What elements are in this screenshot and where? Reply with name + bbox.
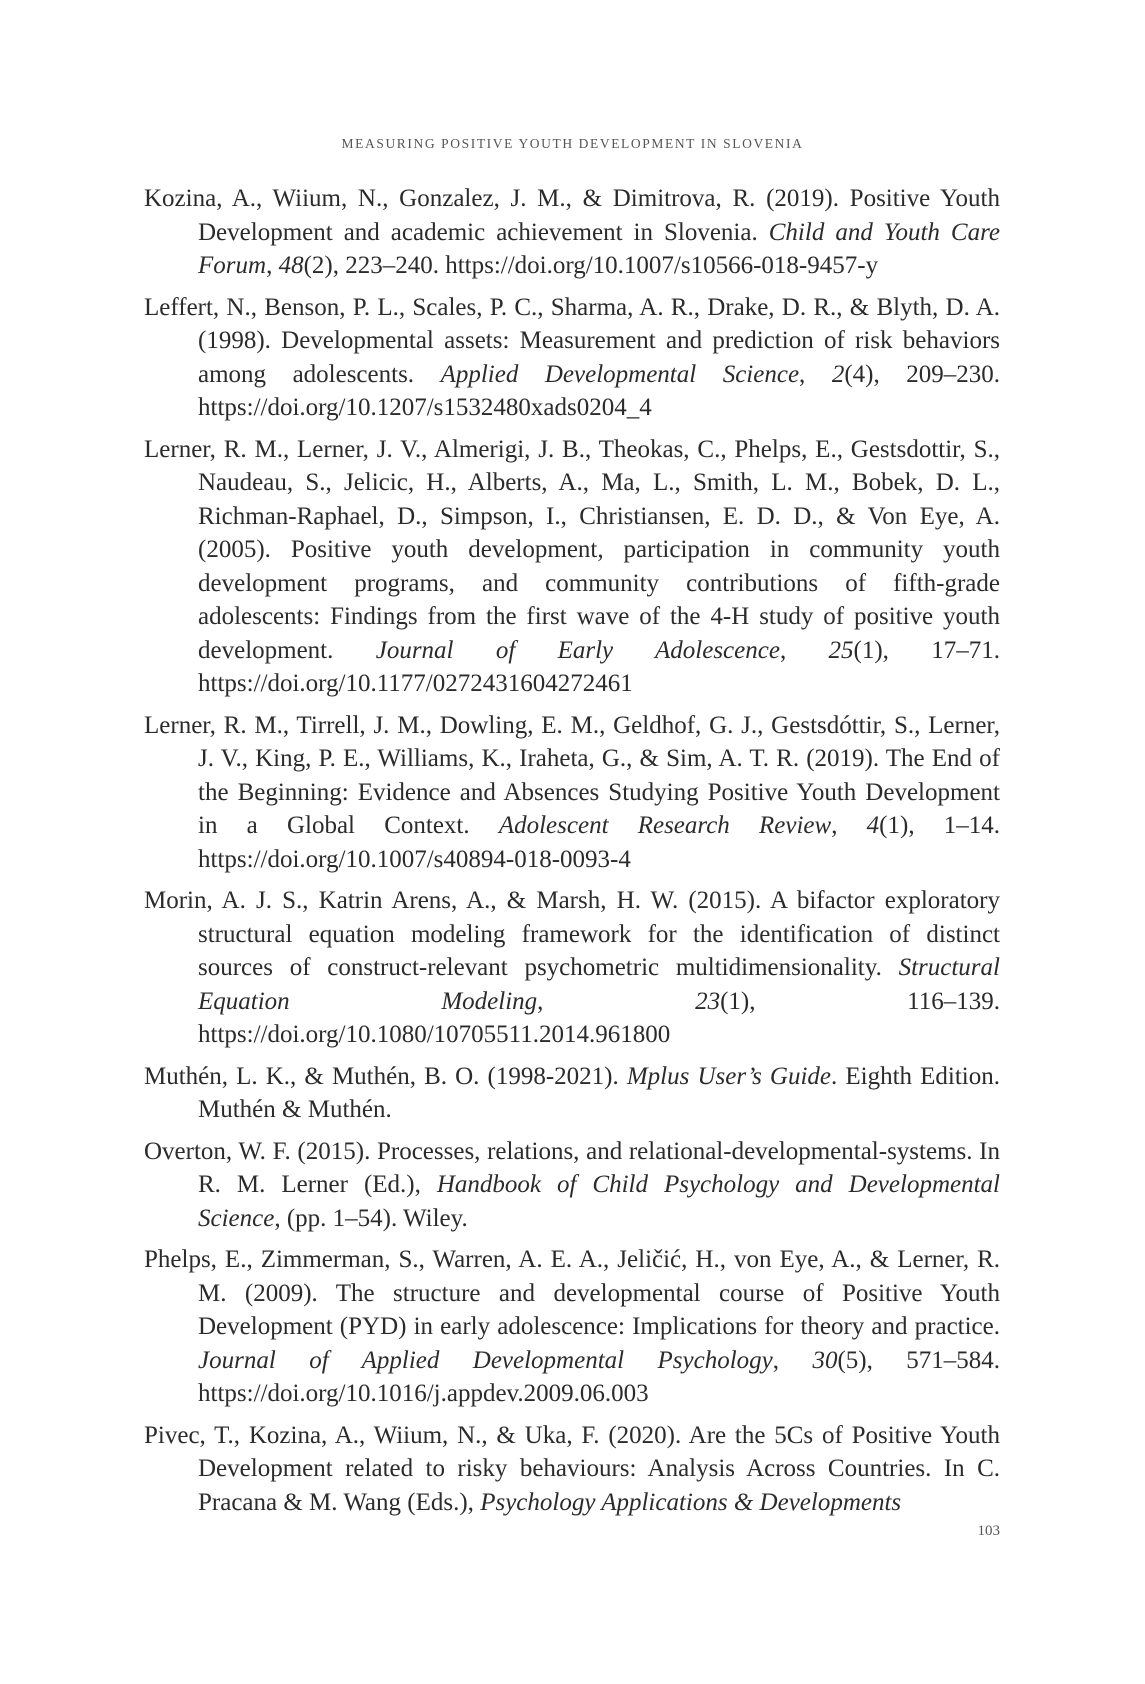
reference-entry bbox=[144, 1419, 1000, 1520]
reference-separator: , bbox=[266, 252, 279, 279]
reference-text: Overton, W. F. (2015). Processes, relations, and relational-developmental-systems. In R. M. Lerner (Ed.), bbox=[144, 1137, 1000, 1198]
reference-details: (5), 571–584. https://doi.org/10.1016/j.appdev.2009.06.003 bbox=[198, 1346, 1001, 1407]
reference-text: Kozina, A., Wiium, N., Gonzalez, J. M., & Dimitrova, R. (2019). Positive Youth Development and academic achievement in Slovenia. bbox=[144, 185, 1000, 246]
reference-entry bbox=[144, 1135, 1000, 1236]
reference-volume: 2 bbox=[831, 360, 845, 388]
reference-journal: Journal of Early Adolescence bbox=[375, 636, 780, 664]
reference-journal: Journal of Applied Developmental Psychology bbox=[198, 1346, 773, 1374]
reference-details: , (pp. 1–54). Wiley. bbox=[274, 1204, 468, 1232]
reference-entry bbox=[144, 182, 1000, 283]
reference-text: Leffert, N., Benson, P. L., Scales, P. C., Sharma, A. R., Drake, D. R., & Blyth, D. A. (1998). Developmental assets: Measurement and prediction of risk behaviors among adolescents. bbox=[144, 293, 1000, 388]
reference-separator: , bbox=[799, 360, 832, 388]
reference-journal: Handbook of Child Psychology and Developmental Science bbox=[198, 1171, 1000, 1232]
reference-journal: Structural Equation Modeling bbox=[198, 954, 1000, 1015]
reference-journal: Psychology Applications & Developments bbox=[480, 1488, 902, 1516]
reference-details: (1), 116–139. https://doi.org/10.1080/10705511.2014.961800 bbox=[198, 987, 1000, 1048]
reference-text: Pivec, T., Kozina, A., Wiium, N., & Uka, F. (2020). Are the 5Cs of Positive Youth Development related to risky behaviours: Analysis Across Countries. In C. Pracana & M. Wang (Eds.), bbox=[144, 1421, 1000, 1516]
reference-volume: 48 bbox=[278, 252, 304, 279]
reference-journal: Child and Youth Care Forum bbox=[198, 218, 1000, 279]
reference-entry bbox=[144, 1243, 1000, 1411]
reference-entry bbox=[144, 709, 1000, 877]
reference-details: . Eighth Edition. Muthén & Muthén. bbox=[198, 1062, 1000, 1123]
page-number: 103 bbox=[977, 1523, 1000, 1539]
reference-text: Lerner, R. M., Tirrell, J. M., Dowling, E. M., Geldhof, G. J., Gestsdóttir, S., Lerner, J. V., King, P. E., Williams, K., Iraheta, G., & Sim, A. T. R. (2019). The End of the Beginning: Evidence and Absences Studying Positive Youth Development in a Global Context. bbox=[144, 711, 1000, 839]
reference-entry bbox=[144, 1060, 1000, 1127]
reference-journal: Adolescent Research Review bbox=[498, 812, 832, 839]
reference-details: (4), 209–230. https://doi.org/10.1207/s1532480xads0204_4 bbox=[198, 360, 1001, 421]
reference-details: (1), 1–14. https://doi.org/10.1007/s40894-018-0093-4 bbox=[198, 812, 1001, 873]
reference-list bbox=[144, 182, 1000, 1527]
reference-entry bbox=[144, 291, 1000, 425]
reference-separator: , bbox=[772, 1346, 813, 1374]
reference-text: Morin, A. J. S., Katrin Arens, A., & Marsh, H. W. (2015). A bifactor exploratory structural equation modeling framework for the identification of distinct sources of construct-relevant psychometric multidimensionality. bbox=[144, 887, 1000, 981]
reference-entry bbox=[144, 884, 1000, 1052]
reference-separator: , bbox=[537, 987, 696, 1015]
reference-volume: 25 bbox=[828, 636, 854, 664]
reference-separator: , bbox=[779, 636, 829, 664]
reference-text: Phelps, E., Zimmerman, S., Warren, A. E. A., Jeličić, H., von Eye, A., & Lerner, R. M. (2009). The structure and developmental course of Positive Youth Development (PYD) in early adolescence: Implications for theory and practice. bbox=[144, 1246, 1000, 1340]
reference-journal: Applied Developmental Science bbox=[440, 360, 800, 388]
reference-volume: 23 bbox=[695, 987, 721, 1015]
reference-volume: 30 bbox=[812, 1346, 838, 1374]
reference-text: Muthén, L. K., & Muthén, B. O. (1998-2021). bbox=[144, 1062, 627, 1090]
reference-details: (1), 17–71. https://doi.org/10.1177/0272431604272461 bbox=[198, 636, 1000, 697]
reference-separator: , bbox=[831, 812, 867, 839]
reference-volume: 4 bbox=[866, 812, 880, 839]
reference-entry bbox=[144, 433, 1000, 701]
running-head: MEASURING POSITIVE YOUTH DEVELOPMENT IN SLOVENIA bbox=[341, 136, 804, 151]
reference-details: (2), 223–240. https://doi.org/10.1007/s10566-018-9457-y bbox=[303, 252, 879, 279]
reference-journal: Mplus User’s Guide bbox=[626, 1062, 832, 1090]
reference-text: Lerner, R. M., Lerner, J. V., Almerigi, J. B., Theokas, C., Phelps, E., Gestsdottir, S., Naudeau, S., Jelicic, H., Alberts, A., Ma, L., Smith, L. M., Bobek, D. L., Richman-Raphael, D., Simpson, I., Christiansen, E. D. D., & Von Eye, A. (2005). Positive youth development, participation in community youth development programs, and community contributions of fifth-grade adolescents: Findings from the first wave of the 4-H study of positive youth development. bbox=[144, 435, 1000, 664]
